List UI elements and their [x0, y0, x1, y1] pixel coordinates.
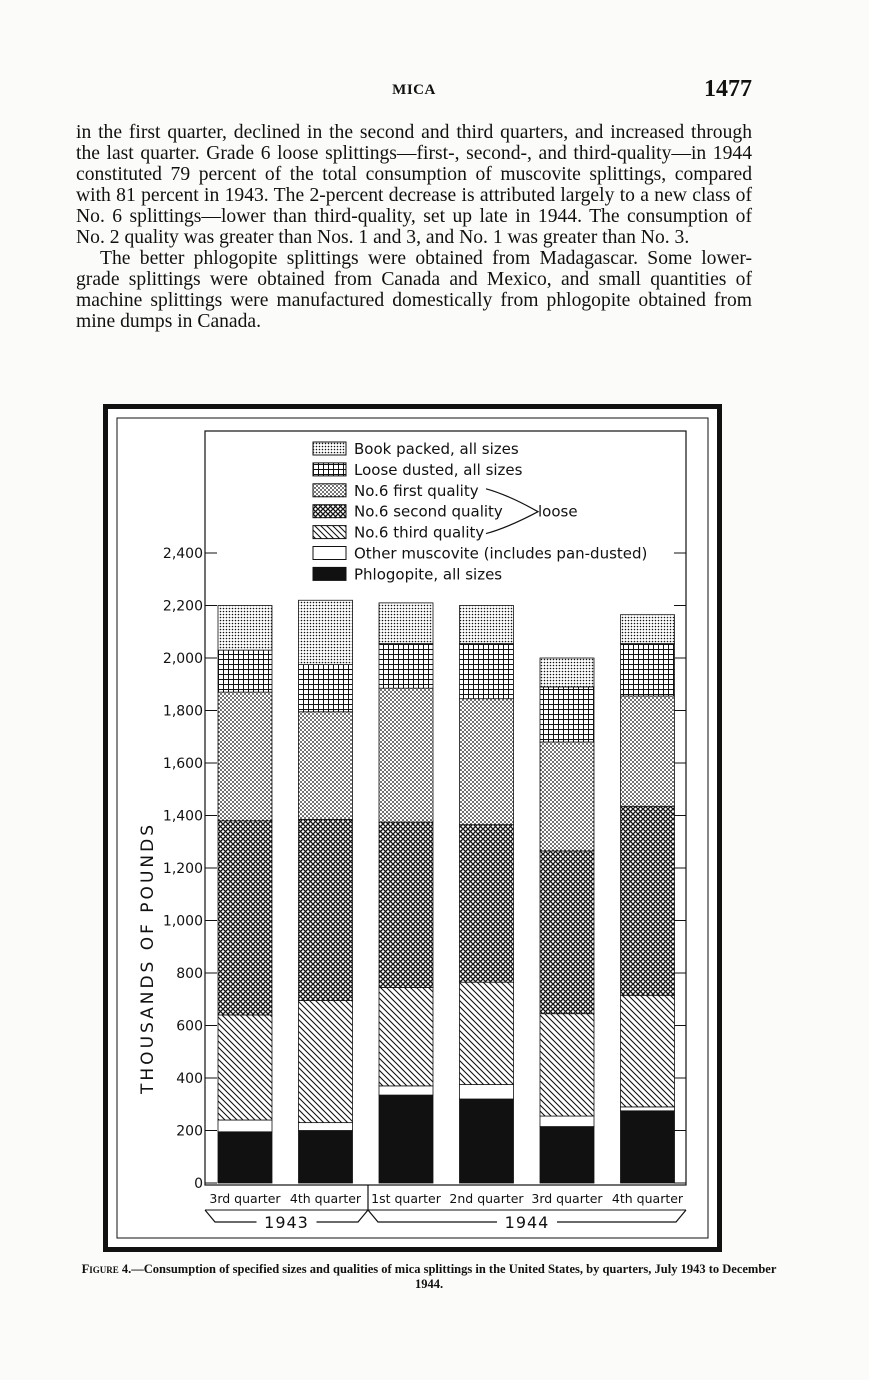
- bar-segment: [379, 644, 433, 689]
- bar-segment: [460, 982, 514, 1084]
- x-category-label: 3rd quarter: [209, 1191, 281, 1206]
- bar-segment: [621, 995, 675, 1107]
- bar-segment: [621, 696, 675, 806]
- bar-segment: [460, 644, 514, 699]
- x-category-label: 4th quarter: [289, 1191, 362, 1206]
- bar-segment: [379, 1086, 433, 1095]
- legend-swatch: [313, 463, 346, 476]
- y-tick-label: 0: [194, 1176, 203, 1192]
- bar-segment: [379, 987, 433, 1085]
- legend-swatch: [313, 484, 346, 497]
- bar-segment: [299, 819, 353, 1000]
- bar-segment: [460, 825, 514, 983]
- loose-label: loose: [538, 502, 578, 521]
- y-tick-label: 1,000: [162, 913, 203, 930]
- y-tick-label: 800: [176, 966, 203, 982]
- running-head: [76, 76, 752, 108]
- bar-segment: [379, 1095, 433, 1183]
- bar-segment: [621, 615, 675, 644]
- bar-segment: [218, 606, 272, 651]
- chart-layer: [117, 418, 708, 1238]
- paragraph-2: The better phlogopite splittings were obtained from Madagascar. Some lower-grade splittings were obtained from Canada and Mexico, and small quantities of machine splittings were manufactured domestically from phlogopite obtained from mine dumps in Canada.: [76, 248, 752, 332]
- x-category-label: 4th quarter: [611, 1191, 684, 1206]
- bar-segment: [379, 822, 433, 987]
- bar-segment: [299, 1131, 353, 1184]
- stacked-bar-chart: [108, 409, 717, 1247]
- legend-label: Other muscovite (includes pan-dusted): [354, 544, 648, 563]
- year-brace-left: [368, 1210, 497, 1222]
- legend-swatch: [313, 526, 346, 539]
- legend-swatch: [313, 505, 346, 518]
- bar-segment: [460, 699, 514, 825]
- bar-segment: [299, 1123, 353, 1131]
- bar-segment: [299, 1001, 353, 1123]
- bar-segment: [540, 1116, 594, 1127]
- bar-segment: [540, 687, 594, 742]
- bar-segment: [299, 712, 353, 820]
- figure-label: Figure 4.: [81, 1262, 132, 1276]
- body-text: [76, 122, 752, 332]
- y-tick-label: 1,600: [162, 756, 203, 772]
- y-tick-label: 1,400: [162, 808, 203, 825]
- x-category-label: 1st quarter: [371, 1191, 441, 1206]
- legend-swatch: [313, 442, 346, 455]
- year-brace-left: [205, 1210, 257, 1222]
- bar-segment: [218, 821, 272, 1015]
- bar-segment: [540, 851, 594, 1014]
- x-category-label: 3rd quarter: [531, 1191, 603, 1206]
- legend-label: Book packed, all sizes: [354, 440, 519, 458]
- caption-text: —Consumption of specified sizes and qualities of mica splittings in the United States, by quarters, July 1943 to December 1944.: [131, 1262, 777, 1291]
- bar-segment: [540, 1127, 594, 1183]
- bar-segment: [218, 1120, 272, 1132]
- bar-segment: [540, 1014, 594, 1116]
- year-label: 1943: [264, 1213, 309, 1232]
- y-tick-label: 200: [176, 1123, 203, 1140]
- running-title: MICA: [392, 82, 436, 98]
- year-brace-right: [557, 1210, 686, 1222]
- bar-segment: [218, 1015, 272, 1120]
- y-tick-label: 600: [176, 1018, 203, 1035]
- legend-swatch: [313, 567, 346, 580]
- bar-segment: [299, 665, 353, 712]
- y-tick-label: 2,400: [162, 546, 203, 562]
- bar-segment: [540, 658, 594, 687]
- bar-segment: [460, 606, 514, 644]
- bar-segment: [621, 806, 675, 995]
- y-tick-label: 400: [176, 1071, 203, 1087]
- y-tick-label: 2,000: [162, 651, 203, 667]
- y-tick-label: 1,800: [162, 703, 203, 720]
- x-category-label: 2nd quarter: [449, 1191, 524, 1206]
- bar-segment: [621, 644, 675, 697]
- legend-swatch: [313, 547, 346, 560]
- figure-caption: [76, 1262, 782, 1292]
- figure-frame: [103, 404, 722, 1252]
- bar-segment: [218, 650, 272, 692]
- paragraph-1: in the first quarter, declined in the second and third quarters, and increased through the last quarter. Grade 6 loose splittings—first-, second-, and third-quality—in 1944 constituted 79 percent of the total consumption of muscovite splittings, compared with 81 percent in 1943. The 2-percent decrease is attributed largely to a new class of No. 6 splittings—lower than third-quality, set up late in 1944. The consumption of No. 2 quality was greater than Nos. 1 and 3, and No. 1 was greater than No. 3.: [76, 122, 752, 248]
- bar-segment: [218, 1132, 272, 1183]
- bar-segment: [621, 1107, 675, 1111]
- y-tick-label: 2,200: [162, 598, 203, 615]
- bar-segment: [540, 742, 594, 851]
- bar-segment: [379, 688, 433, 822]
- bar-segment: [218, 692, 272, 821]
- bar-segment: [460, 1085, 514, 1099]
- legend-label: No.6 first quality: [354, 481, 479, 500]
- bar-segment: [621, 1111, 675, 1183]
- bar-segment: [299, 600, 353, 664]
- year-label: 1944: [504, 1213, 550, 1232]
- bar-segment: [460, 1099, 514, 1183]
- year-brace-right: [317, 1210, 369, 1222]
- legend-label: Phlogopite, all sizes: [354, 565, 503, 584]
- y-axis-label: THOUSANDS OF POUNDS: [138, 822, 158, 1094]
- legend-label: No.6 third quality: [354, 523, 485, 542]
- legend-label: Loose dusted, all sizes: [354, 460, 523, 479]
- legend-label: No.6 second quality: [354, 502, 503, 521]
- page-number: 1477: [704, 76, 752, 102]
- y-tick-label: 1,200: [162, 861, 203, 877]
- bar-segment: [379, 603, 433, 644]
